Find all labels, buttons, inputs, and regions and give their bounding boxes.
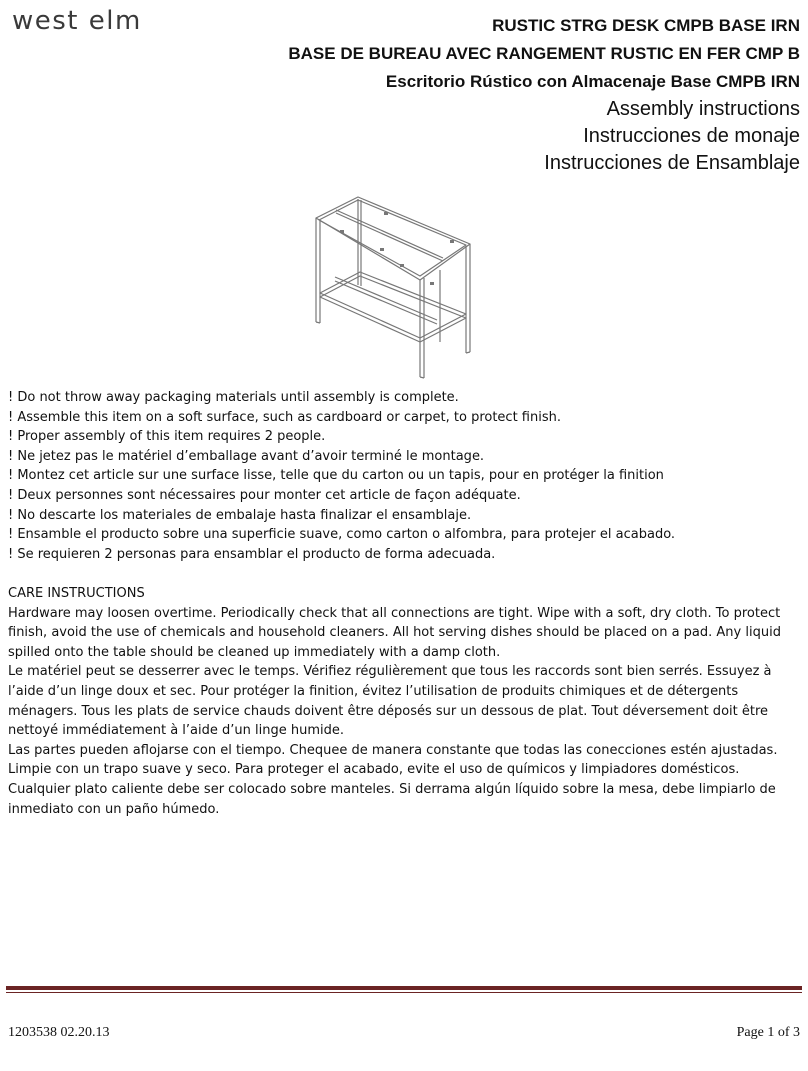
footer-rule xyxy=(6,986,802,990)
warning-item: ! Se requieren 2 personas para ensamblar el producto de forma adecuada. xyxy=(8,546,496,562)
warning-item: ! Do not throw away packaging materials until assembly is complete. xyxy=(8,390,459,405)
brand-logo: west elm xyxy=(12,6,142,36)
subtitle-en: Assembly instructions xyxy=(606,98,800,120)
page-number: Page 1 of 3 xyxy=(736,1025,800,1040)
desk-base-illustration xyxy=(300,192,500,382)
warning-item: ! Proper assembly of this item requires 2 people. xyxy=(8,429,326,445)
title-block xyxy=(240,14,800,177)
warning-item: ! Deux personnes sont nécessaires pour monter cet article de façon adéquate. xyxy=(8,487,521,503)
care-instructions xyxy=(8,584,803,819)
product-title-en: RUSTIC STRG DESK CMPB BASE IRN xyxy=(492,16,800,35)
care-text-fr: Le matériel peut se desserrer avec le temps. Vérifiez régulièrement que tous les raccords sont bien serrés. Essuyez à l’aide d’un linge doux et sec. Pour protéger la finition, évitez l’utilisation de produits chimiques et de détergents ménagers. Tous les plats de service chauds doivent être déposés sur un dessous de plat. Tout déversement doit être nettoyé immédiatement à l’aide d’un linge humide. xyxy=(8,664,772,739)
warning-item: ! Ensamble el producto sobre una superficie suave, como carton o alfombra, para protejer el acabado. xyxy=(8,527,676,543)
care-text-es: Las partes pueden aflojarse con el tiempo. Chequee de manera constante que todas las conecciones estén ajustadas. Limpie con un trapo suave y seco. Para proteger el acabado, evite el uso de químicos y limpiadores domésticos. Cualquier plato caliente debe ser colocado sobre manteles. Si derrama algún líquido sobre la mesa, debe limpiarlo de inmediato con un paño húmedo. xyxy=(8,742,778,817)
subtitle-es-2: Instrucciones de Ensamblaje xyxy=(544,152,800,174)
product-title-es: Escritorio Rústico con Almacenaje Base CMPB IRN xyxy=(385,72,800,91)
care-heading: CARE INSTRUCTIONS xyxy=(8,586,145,601)
warning-item: ! Assemble this item on a soft surface, such as cardboard or carpet, to protect finish. xyxy=(8,409,561,425)
document-id: 1203538 02.20.13 xyxy=(8,1025,110,1040)
warning-item: ! Ne jetez pas le matériel d’emballage avant d’avoir terminé le montage. xyxy=(8,448,485,464)
warning-item: ! Montez cet article sur une surface lisse, telle que du carton ou un tapis, pour en protéger la finition xyxy=(8,468,664,484)
subtitle-es-1: Instrucciones de monaje xyxy=(583,125,800,147)
warning-item: ! No descarte los materiales de embalaje hasta finalizar el ensamblaje. xyxy=(8,507,472,523)
warning-list xyxy=(8,388,803,564)
care-text-en: Hardware may loosen overtime. Periodically check that all connections are tight. Wipe with a soft, dry cloth. To protect finish, avoid the use of chemicals and household cleaners. All hot serving dishes should be placed on a pad. Any liquid spilled onto the table should be cleaned up immediately with a damp cloth. xyxy=(8,605,781,660)
footer-rule-thin xyxy=(6,992,802,993)
product-title-fr: BASE DE BUREAU AVEC RANGEMENT RUSTIC EN FER CMP B xyxy=(288,44,800,63)
